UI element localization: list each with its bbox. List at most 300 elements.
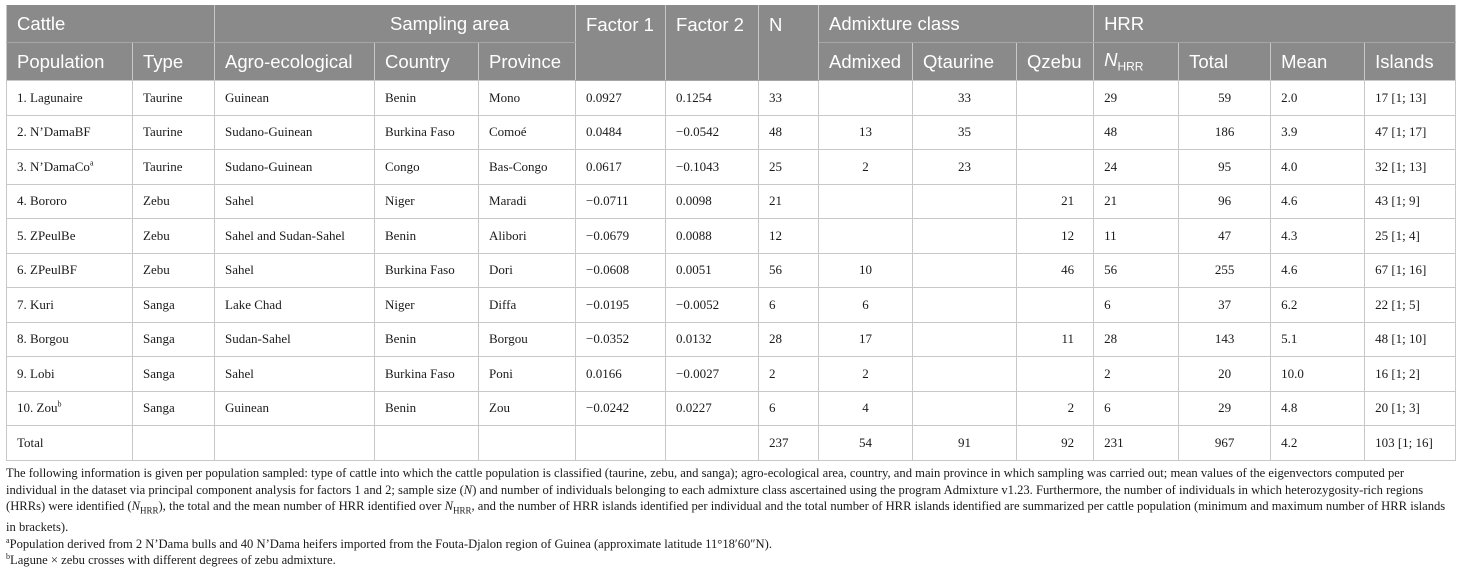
total-cell — [1179, 357, 1271, 392]
table-row — [7, 426, 1456, 461]
admixed-cell-text: 10 — [859, 262, 873, 278]
total-cell-text: 95 — [1218, 158, 1232, 174]
province-cell — [479, 150, 576, 185]
n-cell-text: 12 — [769, 227, 783, 243]
islands-cell — [1365, 357, 1456, 392]
nhrr-cell — [1094, 150, 1179, 185]
total-cell-text: 255 — [1214, 262, 1235, 278]
footnote-a-text: Population derived from 2 N’Dama bulls and 40 N’Dama heifers imported from the Fouta-Djalon region of Guinea (approximate latitude 11°18′60″N). — [9, 536, 772, 551]
agro-ecological-cell — [215, 322, 375, 357]
nhrr-cell — [1094, 253, 1179, 288]
factor1-cell — [576, 81, 666, 116]
qzebu-cell-text: 21 — [1061, 193, 1075, 209]
total-cell-text: 37 — [1218, 296, 1232, 312]
n-cell-text: 25 — [769, 158, 783, 174]
islands-cell-text: 16 [1; 2] — [1375, 365, 1420, 381]
factor1-cell — [576, 322, 666, 357]
mean-cell — [1271, 391, 1365, 426]
qtaurine-cell — [913, 115, 1017, 150]
header-admixture-class: Admixture class — [819, 5, 1094, 43]
factor1-cell-text: 0.0166 — [586, 365, 622, 381]
total-cell-text: 96 — [1218, 193, 1232, 209]
table-row — [7, 150, 1456, 185]
nhrr-cell-text: 28 — [1104, 331, 1118, 347]
n-cell — [759, 322, 819, 357]
nhrr-cell-text: 2 — [1104, 365, 1111, 381]
total-cell — [1179, 391, 1271, 426]
factor1-cell-text: −0.0711 — [586, 193, 629, 209]
factor1-cell-text: 0.0484 — [586, 124, 622, 140]
nhrr-cell-text: 56 — [1104, 262, 1118, 278]
n-cell-text: 2 — [769, 365, 776, 381]
total-cell — [1179, 253, 1271, 288]
header-nhrr-main: N — [1104, 49, 1118, 71]
islands-cell-text: 20 [1; 3] — [1375, 400, 1420, 416]
nhrr-cell — [1094, 426, 1179, 461]
islands-cell — [1365, 391, 1456, 426]
qzebu-cell-text: 92 — [1061, 434, 1075, 450]
province-cell — [479, 253, 576, 288]
type-cell-text: Sanga — [143, 296, 175, 312]
country-cell-text: Congo — [385, 158, 420, 174]
country-cell — [375, 426, 479, 461]
population-cell-text: 3. N’DamaCo — [17, 158, 90, 174]
header-row-group — [7, 5, 1456, 43]
population-cell-text: 2. N’DamaBF — [17, 124, 91, 140]
caption-n: N — [463, 482, 473, 497]
country-cell — [375, 322, 479, 357]
factor1-cell — [576, 357, 666, 392]
mean-cell-text: 4.8 — [1281, 400, 1298, 416]
n-cell — [759, 184, 819, 219]
qtaurine-cell — [913, 150, 1017, 185]
table-row — [7, 357, 1456, 392]
country-cell-text: Niger — [385, 193, 415, 209]
admixed-cell-text: 2 — [862, 158, 869, 174]
population-cell-text: 1. Lagunaire — [17, 89, 83, 105]
qzebu-cell — [1017, 184, 1094, 219]
factor2-cell-text: −0.0052 — [676, 296, 720, 312]
country-cell — [375, 81, 479, 116]
agro-ecological-cell-text: Sahel — [225, 262, 254, 278]
header-total: Total — [1179, 43, 1271, 81]
agro-ecological-cell-text: Lake Chad — [225, 296, 282, 312]
province-cell-text: Alibori — [489, 227, 527, 243]
country-cell — [375, 150, 479, 185]
agro-ecological-cell — [215, 253, 375, 288]
population-cell-text: 6. ZPeulBF — [17, 262, 77, 278]
mean-cell-text: 3.9 — [1281, 124, 1298, 140]
factor1-cell-text: −0.0242 — [586, 400, 630, 416]
admixed-cell — [819, 426, 913, 461]
province-cell — [479, 184, 576, 219]
factor1-cell-text: 0.0617 — [586, 158, 622, 174]
population-cell — [7, 184, 133, 219]
header-mean: Mean — [1271, 43, 1365, 81]
nhrr-cell — [1094, 357, 1179, 392]
admixed-cell — [819, 253, 913, 288]
factor2-cell — [666, 391, 759, 426]
country-cell — [375, 357, 479, 392]
factor2-cell — [666, 150, 759, 185]
factor1-cell-text: −0.0679 — [586, 227, 630, 243]
factor1-cell — [576, 253, 666, 288]
population-cell — [7, 357, 133, 392]
total-cell — [1179, 81, 1271, 116]
qzebu-cell-text: 12 — [1061, 227, 1075, 243]
total-cell-text: 20 — [1218, 365, 1232, 381]
qtaurine-cell — [913, 288, 1017, 323]
table-row — [7, 184, 1456, 219]
caption-text-1: The following information is given per population sampled: type of cattle into which the cattle population is classified (taurine, zebu, and sanga); agro-ecological area, country, and main province in which sampling was carried out; mean values of the eigenvectors computed per individual in the dataset via principal component analysis for factors 1 and 2; sample size ( — [6, 466, 1405, 497]
qzebu-cell — [1017, 253, 1094, 288]
factor2-cell — [666, 322, 759, 357]
n-cell — [759, 357, 819, 392]
qtaurine-cell-text: 23 — [958, 158, 972, 174]
province-cell-text: Maradi — [489, 193, 527, 209]
islands-cell-text: 17 [1; 13] — [1375, 89, 1427, 105]
header-type: Type — [133, 43, 215, 81]
factor2-cell — [666, 219, 759, 254]
nhrr-cell-text: 21 — [1104, 193, 1118, 209]
admixed-cell — [819, 150, 913, 185]
qtaurine-cell-text: 35 — [958, 124, 972, 140]
n-cell-text: 21 — [769, 193, 783, 209]
header-n: N — [759, 5, 819, 81]
agro-ecological-cell — [215, 357, 375, 392]
mean-cell-text: 4.0 — [1281, 158, 1298, 174]
n-cell-text: 237 — [769, 434, 789, 450]
factor1-cell — [576, 391, 666, 426]
type-cell — [133, 115, 215, 150]
factor1-cell-text: −0.0352 — [586, 331, 630, 347]
qzebu-cell — [1017, 219, 1094, 254]
type-cell — [133, 288, 215, 323]
factor2-cell-text: 0.0088 — [676, 227, 712, 243]
islands-cell-text: 32 [1; 13] — [1375, 158, 1427, 174]
islands-cell — [1365, 219, 1456, 254]
population-cell — [7, 322, 133, 357]
islands-cell-text: 103 [1; 16] — [1375, 434, 1433, 450]
agro-ecological-cell-text: Guinean — [225, 400, 270, 416]
type-cell — [133, 391, 215, 426]
nhrr-cell-text: 231 — [1104, 434, 1124, 450]
type-cell — [133, 253, 215, 288]
province-cell-text: Diffa — [489, 296, 517, 312]
population-cell-text: 5. ZPeulBe — [17, 227, 76, 243]
population-cell-text: 4. Bororo — [17, 193, 67, 209]
province-cell-text: Dori — [489, 262, 513, 278]
nhrr-cell — [1094, 115, 1179, 150]
type-cell-text: Taurine — [143, 89, 183, 105]
type-cell-text: Taurine — [143, 158, 183, 174]
islands-cell-text: 22 [1; 5] — [1375, 296, 1420, 312]
admixed-cell — [819, 184, 913, 219]
caption-text-2: ) and number of individuals belonging to each admixture class ascertained using the program Admixture v1.23. Furthermore, the number of individuals in which heterozygosity-rich regions (HRRs) were identified ( — [6, 482, 1424, 513]
footnote-a — [6, 536, 1455, 553]
agro-ecological-cell-text: Sudan-Sahel — [225, 331, 291, 347]
province-cell-text: Borgou — [489, 331, 528, 347]
factor2-cell-text: −0.0027 — [676, 365, 720, 381]
type-cell — [133, 81, 215, 116]
mean-cell — [1271, 288, 1365, 323]
n-cell — [759, 81, 819, 116]
type-cell-text: Zebu — [143, 227, 170, 243]
factor1-cell-text: −0.0195 — [586, 296, 630, 312]
total-cell — [1179, 426, 1271, 461]
islands-cell-text: 25 [1; 4] — [1375, 227, 1420, 243]
caption-text-3: ), the total and the mean number of HRR identified over — [158, 499, 445, 513]
factor2-cell-text: 0.0098 — [676, 193, 712, 209]
footnote-b-text: Lagune × zebu crosses with different degrees of zebu admixture. — [10, 553, 336, 568]
agro-ecological-cell-text: Sahel — [225, 193, 254, 209]
agro-ecological-cell — [215, 150, 375, 185]
agro-ecological-cell — [215, 219, 375, 254]
islands-cell — [1365, 288, 1456, 323]
admixed-cell-text: 6 — [862, 296, 869, 312]
table-row — [7, 391, 1456, 426]
mean-cell — [1271, 150, 1365, 185]
islands-cell-text: 47 [1; 17] — [1375, 124, 1427, 140]
header-province: Province — [479, 43, 576, 81]
mean-cell-text: 10.0 — [1281, 365, 1304, 381]
mean-cell-text: 2.0 — [1281, 89, 1298, 105]
table-row — [7, 219, 1456, 254]
admixed-cell — [819, 288, 913, 323]
factor2-cell-text: 0.0051 — [676, 262, 712, 278]
type-cell — [133, 426, 215, 461]
header-cattle: Cattle — [7, 5, 215, 43]
type-cell — [133, 184, 215, 219]
mean-cell — [1271, 81, 1365, 116]
population-cell-text: 9. Lobi — [17, 365, 55, 381]
qtaurine-cell — [913, 391, 1017, 426]
table-caption — [6, 465, 1455, 536]
header-nhrr-sub: HRR — [1117, 59, 1144, 74]
qzebu-cell — [1017, 115, 1094, 150]
type-cell — [133, 322, 215, 357]
type-cell-text: Zebu — [143, 193, 170, 209]
n-cell-text: 6 — [769, 296, 776, 312]
qzebu-cell — [1017, 322, 1094, 357]
mean-cell — [1271, 322, 1365, 357]
mean-cell-text: 4.6 — [1281, 262, 1298, 278]
population-cell — [7, 288, 133, 323]
header-qzebu: Qzebu — [1017, 43, 1094, 81]
nhrr-cell — [1094, 288, 1179, 323]
mean-cell-text: 4.3 — [1281, 227, 1298, 243]
mean-cell-text: 4.2 — [1281, 434, 1298, 450]
islands-cell — [1365, 150, 1456, 185]
admixed-cell — [819, 81, 913, 116]
table-row — [7, 253, 1456, 288]
factor2-cell — [666, 115, 759, 150]
header-sampling-area: Sampling area — [215, 5, 576, 43]
islands-cell — [1365, 322, 1456, 357]
factor2-cell — [666, 184, 759, 219]
agro-ecological-cell-text: Sudano-Guinean — [225, 158, 313, 174]
province-cell — [479, 115, 576, 150]
n-cell — [759, 426, 819, 461]
province-cell-text: Mono — [489, 89, 521, 105]
type-cell-text: Taurine — [143, 124, 183, 140]
mean-cell — [1271, 426, 1365, 461]
agro-ecological-cell — [215, 426, 375, 461]
admixed-cell — [819, 391, 913, 426]
agro-ecological-cell-text: Guinean — [225, 89, 270, 105]
caption-text-4: , and the number of HRR islands identified per individual and the total number of HRR islands identified are summarized per cattle population (minimum and maximum number of HRR islands in brackets). — [6, 499, 1446, 535]
mean-cell — [1271, 184, 1365, 219]
total-cell-text: 29 — [1218, 400, 1232, 416]
admixed-cell-text: 4 — [862, 400, 869, 416]
qtaurine-cell — [913, 184, 1017, 219]
agro-ecological-cell — [215, 81, 375, 116]
country-cell-text: Benin — [385, 227, 417, 243]
mean-cell — [1271, 253, 1365, 288]
n-cell — [759, 288, 819, 323]
population-cell — [7, 253, 133, 288]
n-cell — [759, 115, 819, 150]
footnote-marker: b — [57, 399, 62, 409]
factor1-cell — [576, 288, 666, 323]
admixed-cell — [819, 219, 913, 254]
type-cell — [133, 357, 215, 392]
country-cell-text: Niger — [385, 296, 415, 312]
nhrr-cell-text: 24 — [1104, 158, 1118, 174]
country-cell-text: Burkina Faso — [385, 124, 455, 140]
country-cell-text: Benin — [385, 400, 417, 416]
qzebu-cell — [1017, 150, 1094, 185]
factor1-cell — [576, 426, 666, 461]
admixed-cell — [819, 322, 913, 357]
n-cell — [759, 219, 819, 254]
n-cell-text: 28 — [769, 331, 783, 347]
qzebu-cell-text: 11 — [1061, 331, 1075, 347]
province-cell — [479, 81, 576, 116]
caption-nhrr2: N — [444, 499, 453, 513]
qtaurine-cell — [913, 357, 1017, 392]
country-cell-text: Burkina Faso — [385, 262, 455, 278]
qtaurine-cell — [913, 426, 1017, 461]
country-cell — [375, 288, 479, 323]
nhrr-cell — [1094, 391, 1179, 426]
factor1-cell-text: −0.0608 — [586, 262, 630, 278]
factor1-cell — [576, 115, 666, 150]
type-cell-text: Sanga — [143, 331, 175, 347]
islands-cell — [1365, 253, 1456, 288]
n-cell-text: 56 — [769, 262, 783, 278]
total-cell — [1179, 115, 1271, 150]
agro-ecological-cell — [215, 115, 375, 150]
header-agro-ecological: Agro-ecological — [215, 43, 375, 81]
qzebu-cell — [1017, 391, 1094, 426]
factor2-cell — [666, 288, 759, 323]
nhrr-cell-text: 6 — [1104, 296, 1111, 312]
mean-cell-text: 4.6 — [1281, 193, 1298, 209]
type-cell — [133, 219, 215, 254]
n-cell-text: 48 — [769, 124, 783, 140]
mean-cell-text: 6.2 — [1281, 296, 1298, 312]
population-cell — [7, 219, 133, 254]
admixed-cell-text: 13 — [859, 124, 873, 140]
cattle-population-table — [6, 5, 1456, 461]
qtaurine-cell — [913, 322, 1017, 357]
province-cell-text: Comoé — [489, 124, 527, 140]
province-cell — [479, 426, 576, 461]
type-cell-text: Sanga — [143, 400, 175, 416]
agro-ecological-cell-text: Sahel and Sudan-Sahel — [225, 227, 345, 243]
table-notes — [6, 465, 1455, 569]
population-cell — [7, 426, 133, 461]
total-cell — [1179, 322, 1271, 357]
factor1-cell — [576, 184, 666, 219]
header-admixed: Admixed — [819, 43, 913, 81]
mean-cell — [1271, 357, 1365, 392]
n-cell-text: 6 — [769, 400, 776, 416]
province-cell-text: Poni — [489, 365, 513, 381]
country-cell — [375, 391, 479, 426]
n-cell — [759, 253, 819, 288]
total-cell — [1179, 184, 1271, 219]
islands-cell — [1365, 115, 1456, 150]
qzebu-cell-text: 46 — [1061, 262, 1075, 278]
total-cell-text: 59 — [1218, 89, 1232, 105]
agro-ecological-cell — [215, 391, 375, 426]
header-nhrr — [1094, 43, 1179, 81]
qzebu-cell-text: 2 — [1067, 400, 1075, 416]
table-row — [7, 322, 1456, 357]
qtaurine-cell — [913, 253, 1017, 288]
islands-cell — [1365, 184, 1456, 219]
qzebu-cell — [1017, 288, 1094, 323]
qtaurine-cell-text: 91 — [958, 434, 972, 450]
table-body — [7, 81, 1456, 461]
type-cell — [133, 150, 215, 185]
footnote-a-mark: a — [6, 535, 10, 545]
n-cell-text: 33 — [769, 89, 783, 105]
factor2-cell-text: −0.1043 — [676, 158, 720, 174]
header-population: Population — [7, 43, 133, 81]
population-cell — [7, 115, 133, 150]
table-row — [7, 288, 1456, 323]
factor1-cell — [576, 219, 666, 254]
nhrr-cell-text: 29 — [1104, 89, 1118, 105]
footnote-marker: a — [89, 158, 94, 168]
header-factor2: Factor 2 — [666, 5, 759, 81]
nhrr-cell-text: 48 — [1104, 124, 1118, 140]
islands-cell-text: 67 [1; 16] — [1375, 262, 1427, 278]
qtaurine-cell — [913, 219, 1017, 254]
population-cell-text: 10. Zou — [17, 400, 58, 416]
header-islands: Islands — [1365, 43, 1456, 81]
nhrr-cell — [1094, 322, 1179, 357]
factor2-cell — [666, 81, 759, 116]
footnote-b — [6, 552, 1455, 569]
population-cell-text: 8. Borgou — [17, 331, 69, 347]
header-factor1: Factor 1 — [576, 5, 666, 81]
qzebu-cell — [1017, 81, 1094, 116]
population-cell — [7, 81, 133, 116]
total-cell-text: 143 — [1214, 331, 1235, 347]
agro-ecological-cell-text: Sahel — [225, 365, 254, 381]
country-cell — [375, 184, 479, 219]
table-row — [7, 81, 1456, 116]
agro-ecological-cell — [215, 184, 375, 219]
n-cell — [759, 150, 819, 185]
factor2-cell-text: 0.0227 — [676, 400, 712, 416]
islands-cell-text: 48 [1; 10] — [1375, 331, 1427, 347]
population-cell — [7, 150, 133, 185]
